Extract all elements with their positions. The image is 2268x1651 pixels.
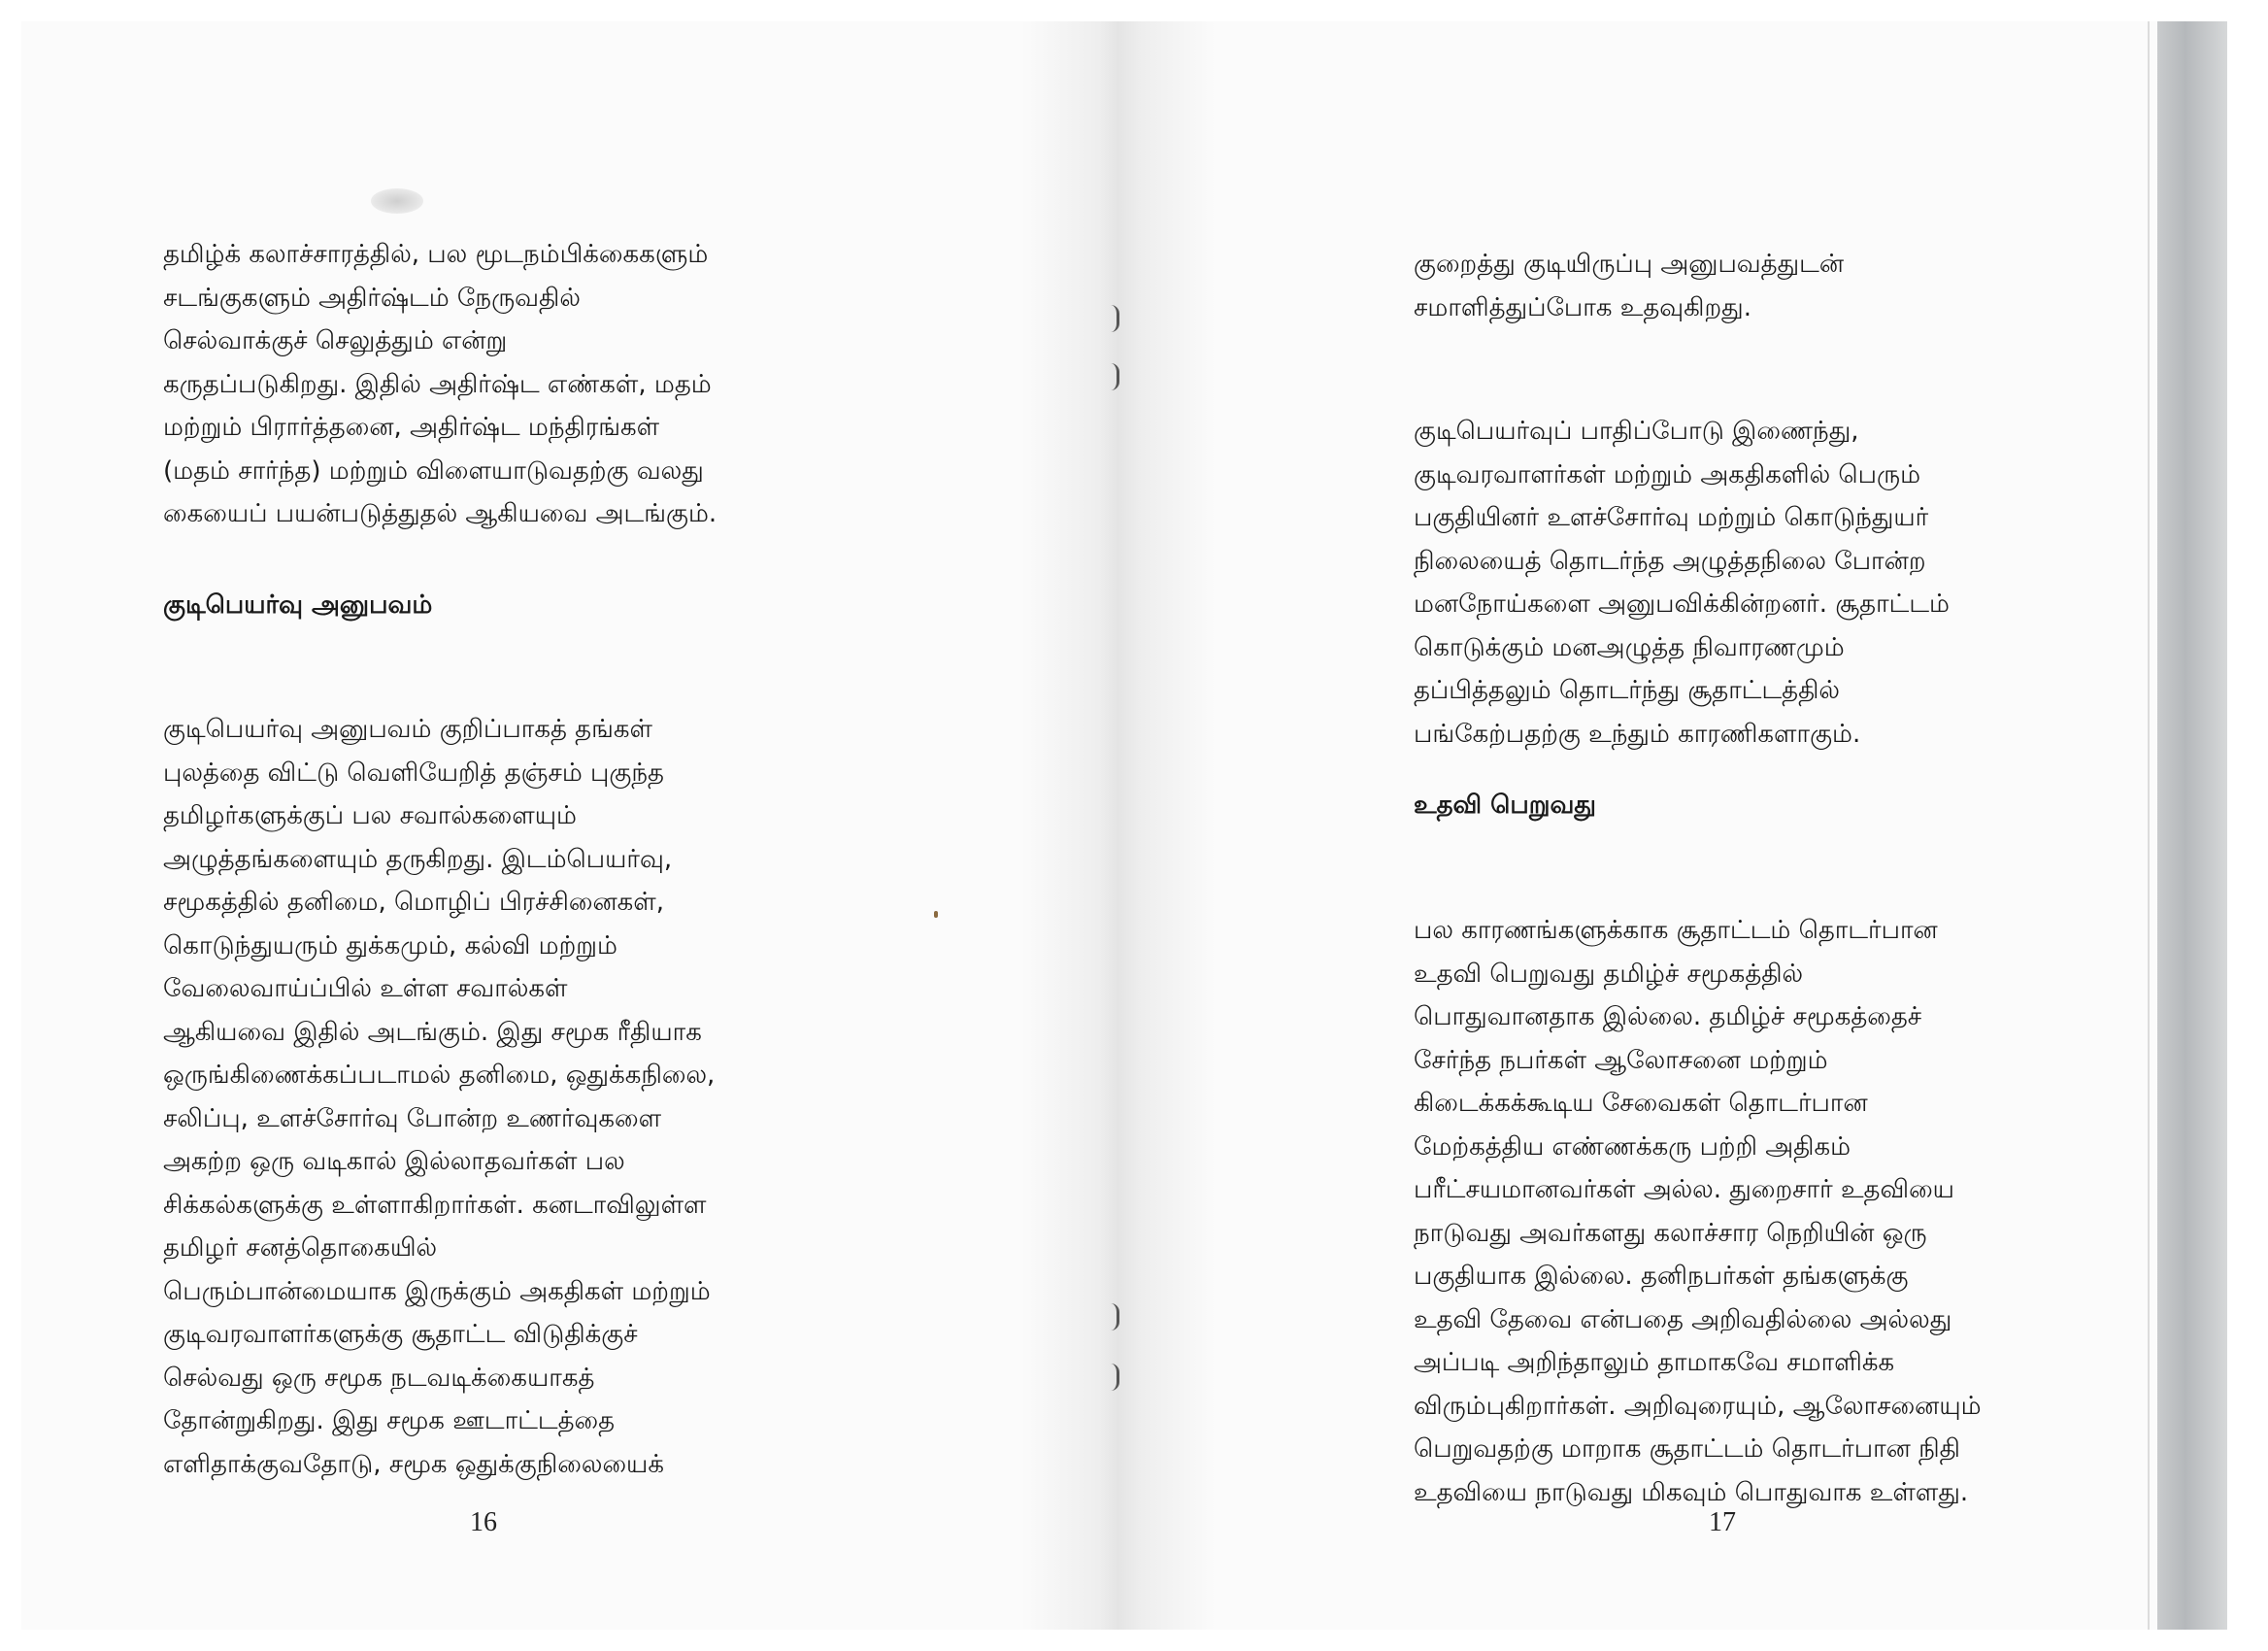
- text-line: மனநோய்களை அனுபவிக்கின்றனர். சூதாட்டம்: [1414, 590, 1950, 619]
- text-line: அகற்ற ஒரு வடிகால் இல்லாதவர்கள் பல: [163, 1147, 625, 1176]
- text-line: சேர்ந்த நபர்கள் ஆலோசனை மற்றும்: [1414, 1045, 1828, 1075]
- text-line: பெரும்பான்மையாக இருக்கும் அகதிகள் மற்றும்: [163, 1276, 711, 1306]
- text-line: சலிப்பு, உளச்சோர்வு போன்ற உணர்வுகளை: [163, 1103, 662, 1133]
- text-line: தமிழர்களுக்குப் பல சவால்களையும்: [163, 801, 577, 830]
- text-line: நாடுவது அவர்களது கலாச்சார நெறியின் ஒரு: [1414, 1218, 1927, 1248]
- text-line: கருதப்படுகிறது. இதில் அதிர்ஷ்ட எண்கள், மதம்: [163, 369, 712, 399]
- text-line: குடிவரவாளர்கள் மற்றும் அகதிகளில் பெரும்: [1414, 459, 1921, 489]
- text-line: பகுதியாக இல்லை. தனிநபர்கள் தங்களுக்கு: [1414, 1262, 1909, 1291]
- text-line: ஆகியவை இதில் அடங்கும். இது சமூக ரீதியாக: [163, 1017, 702, 1047]
- text-line: விரும்புகிறார்கள். அறிவுரையும், ஆலோசனையும்: [1414, 1391, 1982, 1421]
- text-line: பல காரணங்களுக்காக சூதாட்டம் தொடர்பான: [1414, 916, 1938, 945]
- page-number-right: 17: [1709, 1507, 1736, 1537]
- text-line: சமூகத்தில் தனிமை, மொழிப் பிரச்சினைகள்,: [163, 888, 665, 917]
- text-line: குடிபெயர்வு அனுபவம் குறிப்பாகத் தங்கள்: [163, 715, 652, 744]
- left-paragraph-2: [163, 708, 715, 1486]
- text-line: தமிழ்க் கலாச்சாரத்தில், பல மூடநம்பிக்கைகளும்: [163, 240, 709, 269]
- text-line: பகுதியினர் உளச்சோர்வு மற்றும் கொடுந்துயர்: [1414, 503, 1929, 532]
- text-line: எளிதாக்குவதோடு, சமூக ஒதுக்குநிலையைக்: [163, 1449, 664, 1479]
- text-line: சமாளித்துப்போக உதவுகிறது.: [1414, 292, 1751, 322]
- text-line: கொடுந்துயரும் துக்கமும், கல்வி மற்றும்: [163, 930, 617, 960]
- text-line: கையைப் பயன்படுத்துதல் ஆகியவை அடங்கும்.: [163, 499, 717, 528]
- text-line: குடிபெயர்வுப் பாதிப்போடு இணைந்து,: [1414, 417, 1859, 446]
- text-line: தப்பித்தலும் தொடர்ந்து சூதாட்டத்தில்: [1414, 676, 1840, 705]
- book-spread: [21, 21, 2179, 1630]
- text-line: வேலைவாய்ப்பில் உள்ள சவால்கள்: [163, 974, 568, 1003]
- text-line: சிக்கல்களுக்கு உள்ளாகிறார்கள். கனடாவிலுள்ள: [163, 1190, 707, 1220]
- text-line: உதவி பெறுவது தமிழ்ச் சமூகத்தில்: [1414, 959, 1804, 989]
- right-paragraph-3: [1414, 909, 1982, 1514]
- right-paragraph-1: [1414, 243, 1844, 329]
- text-line: கொடுக்கும் மனஅழுத்த நிவாரணமும்: [1414, 632, 1845, 662]
- text-line: குடிவரவாளர்களுக்கு சூதாட்ட விடுதிக்குச்: [163, 1320, 638, 1349]
- text-line: ஒருங்கிணைக்கப்படாமல் தனிமை, ஒதுக்கநிலை,: [163, 1061, 716, 1090]
- cover-edge: [2157, 21, 2227, 1630]
- right-page: [1109, 21, 2177, 1630]
- text-line: தோன்றுகிறது. இது சமூக ஊடாட்டத்தை: [163, 1406, 616, 1435]
- text-line: பங்கேற்பதற்கு உந்தும் காரணிகளாகும்.: [1414, 719, 1861, 749]
- text-line: சடங்குகளும் அதிர்ஷ்டம் நேருவதில்: [163, 283, 581, 313]
- text-line: பரீட்சயமானவர்கள் அல்ல. துறைசார் உதவியை: [1414, 1175, 1954, 1204]
- page-edge: [2148, 21, 2150, 1630]
- text-line: அப்படி அறிந்தாலும் தாமாகவே சமாளிக்க: [1414, 1348, 1895, 1377]
- text-line: பொதுவானதாக இல்லை. தமிழ்ச் சமூகத்தைச்: [1414, 1002, 1922, 1031]
- text-line: மற்றும் பிரார்த்தனை, அதிர்ஷ்ட மந்திரங்கள்: [163, 413, 660, 442]
- paper-speck: [934, 911, 938, 918]
- text-line: அழுத்தங்களையும் தருகிறது. இடம்பெயர்வு,: [163, 844, 673, 874]
- text-line: செல்வாக்குச் செலுத்தும் என்று: [163, 326, 508, 355]
- page-number-left: 16: [470, 1507, 497, 1537]
- text-line: பெறுவதற்கு மாறாக சூதாட்டம் தொடர்பான நிதி: [1414, 1434, 1960, 1464]
- text-line: தமிழர் சனத்தொகையில்: [163, 1233, 438, 1263]
- text-line: கிடைக்கக்கூடிய சேவைகள் தொடர்பான: [1414, 1089, 1868, 1118]
- left-page: [21, 21, 1089, 1630]
- paper-smudge: [371, 188, 423, 214]
- text-line: உதவி தேவை என்பதை அறிவதில்லை அல்லது: [1414, 1304, 1952, 1334]
- text-line: புலத்தை விட்டு வெளியேறித் தஞ்சம் புகுந்த: [163, 758, 664, 788]
- text-line: (மதம் சார்ந்த) மற்றும் விளையாடுவதற்கு வலது: [163, 455, 704, 486]
- text-line: மேற்கத்திய எண்ணக்கரு பற்றி அதிகம்: [1414, 1131, 1851, 1162]
- left-paragraph-1: [163, 233, 717, 536]
- text-line: குறைத்து குடியிருப்பு அனுபவத்துடன்: [1414, 250, 1845, 279]
- text-line: உதவியை நாடுவது மிகவும் பொதுவாக உள்ளது.: [1414, 1477, 1969, 1507]
- section-heading-migration: குடிபெயர்வு அனுபவம்: [163, 590, 433, 620]
- right-paragraph-2: [1414, 410, 1950, 756]
- section-heading-getting-help: உதவி பெறுவது: [1414, 791, 1596, 820]
- text-line: செல்வது ஒரு சமூக நடவடிக்கையாகத்: [163, 1363, 595, 1393]
- text-line: நிலையைத் தொடர்ந்த அழுத்தநிலை போன்ற: [1414, 546, 1926, 576]
